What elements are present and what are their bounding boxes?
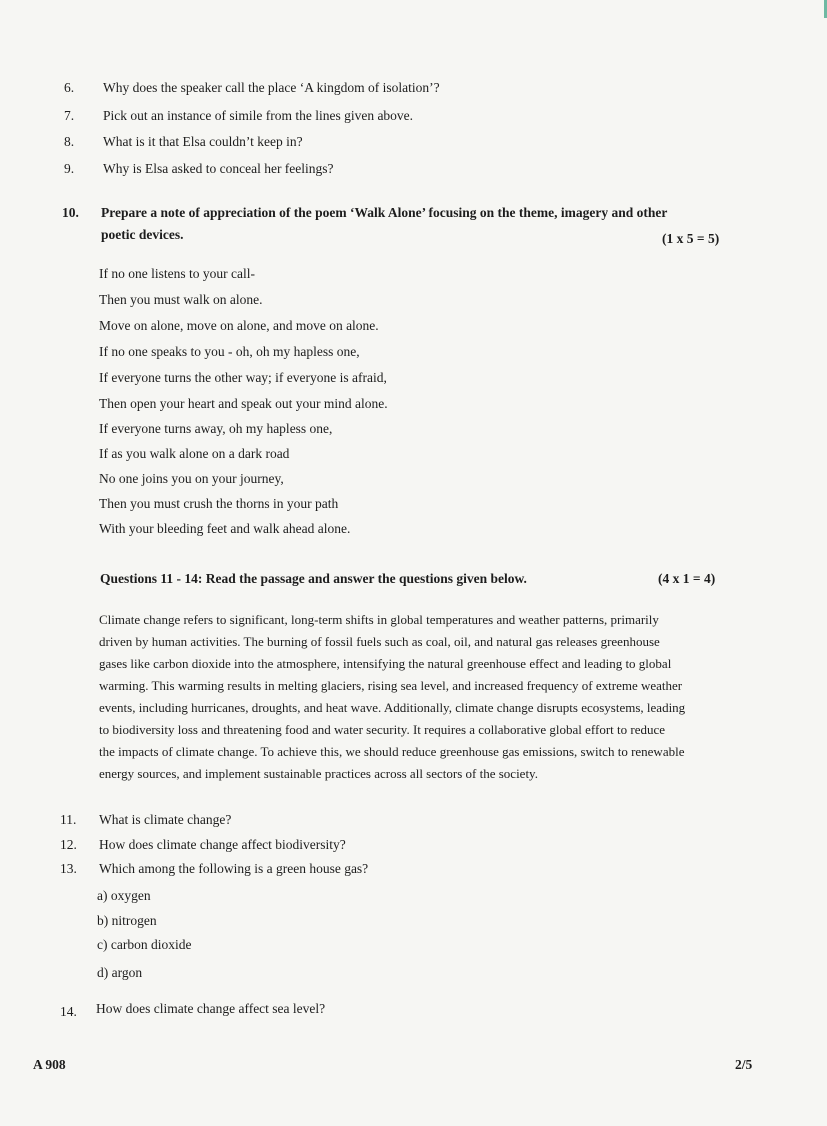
q6-text: Why does the speaker call the place ‘A kingdom of isolation’? <box>103 80 440 95</box>
q9-number: 9. <box>64 161 75 176</box>
q13-number: 13. <box>60 861 77 876</box>
q10-marks: (1 x 5 = 5) <box>662 231 720 246</box>
q8-number: 8. <box>64 134 75 149</box>
option-d: d) argon <box>97 965 143 980</box>
poem-line: No one joins you on your journey, <box>99 471 284 486</box>
q10-text-line2: poetic devices. <box>101 227 184 242</box>
option-c: c) carbon dioxide <box>97 937 192 952</box>
poem-line: If no one speaks to you - oh, oh my hapless one, <box>99 344 360 359</box>
poem-line: With your bleeding feet and walk ahead alone. <box>99 521 351 536</box>
q14-text: How does climate change affect sea level? <box>96 1001 326 1016</box>
q12-number: 12. <box>60 837 77 852</box>
q9-text: Why is Elsa asked to conceal her feelings? <box>103 161 334 176</box>
passage-line: Climate change refers to significant, long-term shifts in global temperatures and weather patterns, primarily <box>99 612 659 627</box>
q11-text: What is climate change? <box>99 812 232 827</box>
poem-line: If everyone turns the other way; if everyone is afraid, <box>99 370 387 385</box>
poem-line: Move on alone, move on alone, and move on alone. <box>99 318 379 333</box>
poem-line: Then you must crush the thorns in your path <box>99 496 339 511</box>
passage-line: to biodiversity loss and threatening food and water security. It requires a collaborative global effort to reduce <box>99 722 666 737</box>
q13-text: Which among the following is a green house gas? <box>99 861 369 876</box>
option-a: a) oxygen <box>97 888 151 903</box>
poem-line: If everyone turns away, oh my hapless one, <box>99 421 333 436</box>
passage-line: gases like carbon dioxide into the atmosphere, intensifying the natural greenhouse effect and leading to global <box>99 656 672 671</box>
footer-code: A 908 <box>33 1057 66 1072</box>
poem-line: If no one listens to your call- <box>99 266 255 281</box>
poem-line: Then open your heart and speak out your mind alone. <box>99 396 388 411</box>
q10-number: 10. <box>62 205 79 220</box>
passage-line: energy sources, and implement sustainable practices across all sectors of the society. <box>99 766 538 781</box>
q6-number: 6. <box>64 80 75 95</box>
q12-text: How does climate change affect biodiversity? <box>99 837 346 852</box>
footer-page-number: 2/5 <box>735 1057 753 1072</box>
q14-number: 14. <box>60 1004 77 1019</box>
passage-marks: (4 x 1 = 4) <box>658 571 716 586</box>
passage-header: Questions 11 - 14: Read the passage and answer the questions given below. <box>100 571 527 586</box>
q10-text-line1: Prepare a note of appreciation of the poem ‘Walk Alone’ focusing on the theme, imagery and other <box>101 205 668 220</box>
q7-number: 7. <box>64 108 75 123</box>
q7-text: Pick out an instance of simile from the lines given above. <box>103 108 414 123</box>
q11-number: 11. <box>60 812 77 827</box>
poem-line: Then you must walk on alone. <box>99 292 263 307</box>
passage-line: the impacts of climate change. To achieve this, we should reduce greenhouse gas emissions, switch to renewable <box>99 744 685 759</box>
option-b: b) nitrogen <box>97 913 157 928</box>
poem-line: If as you walk alone on a dark road <box>99 446 290 461</box>
q8-text: What is it that Elsa couldn’t keep in? <box>103 134 303 149</box>
passage-line: driven by human activities. The burning of fossil fuels such as coal, oil, and natural gas releases greenhouse <box>99 634 660 649</box>
passage-line: events, including hurricanes, droughts, and heat wave. Additionally, climate change disrupts ecosystems, leading <box>99 700 686 715</box>
passage-line: warming. This warming results in melting glaciers, rising sea level, and increased frequency of extreme weather <box>99 678 683 693</box>
